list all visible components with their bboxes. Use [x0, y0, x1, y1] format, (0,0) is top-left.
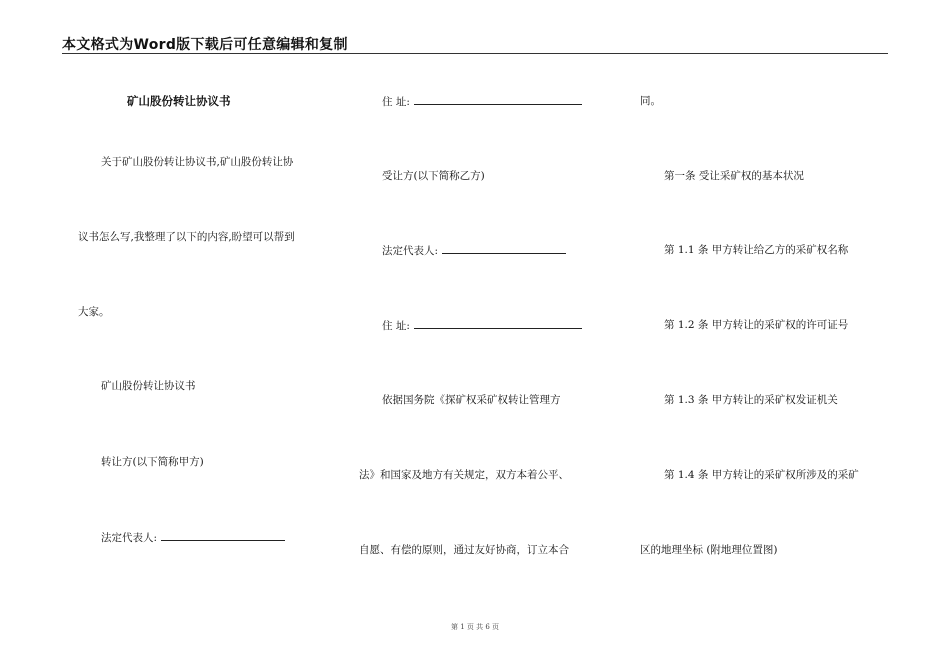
intro-line-2: 议书怎么写,我整理了以下的内容,盼望可以帮到 — [78, 231, 295, 243]
document-title: 矿山股份转让协议书 — [127, 94, 231, 108]
article-1: 第一条 受让采矿权的基本状况 — [664, 170, 804, 182]
page-footer: 第 1 页 共 6 页 — [450, 623, 500, 631]
continuation-text: 同。 — [640, 95, 661, 107]
document-header: 本文格式为Word版下载后可任意编辑和复制 — [62, 37, 348, 53]
addr-b-blank-line — [414, 318, 582, 329]
addr-a-row — [382, 94, 582, 109]
intro-line-1: 关于矿山股份转让协议书,矿山股份转让协 — [101, 156, 294, 168]
agreement-heading: 矿山股份转让协议书 — [101, 380, 196, 392]
basis-line-1: 依据国务院《探矿权采矿权转让管理方 — [382, 394, 561, 406]
rep-b-blank-line — [442, 243, 566, 254]
rep-a-blank-line — [161, 530, 285, 541]
addr-a-blank-line — [414, 94, 582, 105]
addr-b-row — [382, 318, 582, 333]
rep-a-row — [101, 530, 285, 545]
addr-a-label: 住 址: — [382, 96, 410, 108]
article-1-3: 第 1.3 条 甲方转让的采矿权发证机关 — [664, 394, 838, 406]
article-1-2: 第 1.2 条 甲方转让的采矿权的许可证号 — [664, 319, 849, 331]
basis-line-3: 自愿、有偿的原则，通过友好协商，订立本合 — [359, 544, 569, 556]
article-1-1: 第 1.1 条 甲方转让给乙方的采矿权名称 — [664, 244, 849, 256]
rep-b-row — [382, 243, 566, 258]
article-1-4-continued: 区的地理坐标 (附地理位置图) — [640, 544, 778, 556]
header-divider — [62, 53, 888, 54]
party-a-label: 转让方(以下简称甲方) — [101, 456, 204, 468]
basis-line-2: 法》和国家及地方有关规定，双方本着公平、 — [359, 469, 569, 481]
rep-a-label: 法定代表人: — [101, 532, 158, 544]
intro-line-3: 大家。 — [78, 306, 110, 318]
rep-b-label: 法定代表人: — [382, 245, 439, 257]
article-1-4: 第 1.4 条 甲方转让的采矿权所涉及的采矿 — [664, 469, 859, 481]
addr-b-label: 住 址: — [382, 320, 410, 332]
party-b-label: 受让方(以下简称乙方) — [382, 170, 485, 182]
